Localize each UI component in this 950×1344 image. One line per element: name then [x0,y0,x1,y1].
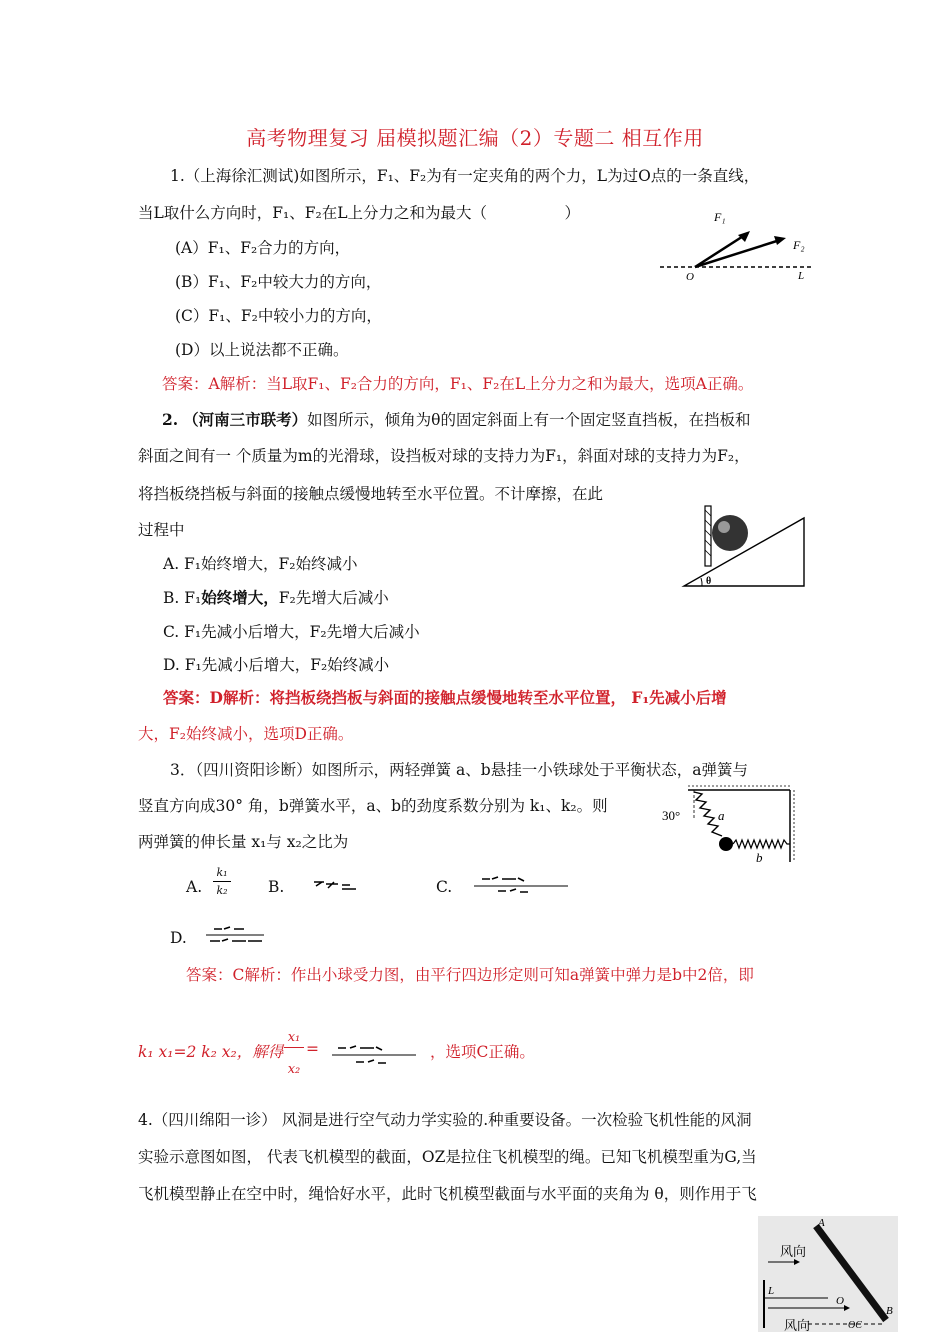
q2-stem-line3: 将挡板绕挡板与斜面的接触点缓慢地转至水平位置。不计摩擦，在此 [138,485,604,503]
q3-stem-line2: 竖直方向成30° 角，b弹簧水平，a、b的劲度系数分别为 k₁、k₂。则 [138,797,608,815]
q3-option-a-label: A. [186,878,203,896]
q2-option-c: C. F₁先减小后增大，F₂先增大后减小 [163,623,420,641]
q4-stem-line2: 实验示意图如图， 代表飞机模型的截面，OZ是拉住飞机模型的绳。已知飞机模型重为G,当 [138,1148,757,1166]
q4-stem-line1: 4.（四川绵阳一诊） 风洞是进行空气动力学实验的.种重要设备。一次检验飞机性能的风洞 [138,1111,752,1129]
q1-stem-line2: 当L取什么方向时，F₁、F₂在L上分力之和为最大（ ） [138,204,581,222]
point-o-label: O [836,1295,844,1307]
q3-answer-formula-image [330,1040,420,1070]
q2-answer-line1: 答案：D解析：将挡板绕挡板与斜面的接触点缓慢地转至水平位置， F₁先减小后增 [163,688,727,707]
o-label: O [686,271,694,280]
q2-option-b: B. F₁始终增大，F₂先增大后减小 [163,588,389,607]
q2-option-a: A. F₁始终增大，F₂始终减小 [163,555,358,573]
f2-label: F₂ [793,238,805,252]
q4-wind-tunnel-diagram [758,1216,898,1332]
q3-option-b-formula-image [312,878,362,892]
spring-a-label: a [718,808,725,823]
q3-answer-line1: 答案：C解析：作出小球受力图，由平行四边形定则可知a弹簧中弹力是b中2倍，即 [186,966,754,984]
q1-answer: 答案：A解析：当L取F₁、F₂合力的方向，F₁、F₂在L上分力之和为最大，选项A正确。 [162,375,754,393]
q1-force-diagram [650,205,820,280]
q3-option-b-label: B. [268,878,285,896]
point-a-label: A [818,1217,825,1229]
q2-source: （河南三市联考） [183,410,308,429]
point-oc-label: OC [848,1320,862,1331]
q3-answer-line2a: k₁ x₁=2 k₂ x₂，解得 [138,1043,284,1061]
q1-option-b: (B）F₁、F₂中较大力的方向， [175,273,382,291]
q1-option-c: (C）F₁、F₂中较小力的方向， [175,307,382,325]
q1-option-d: (D）以上说法都不正确。 [175,341,349,359]
point-b-label: B [886,1305,893,1317]
q1-stem-line1: 1.（上海徐汇测试)如图所示，F₁、F₂为有一定夹角的两个力，L为过O点的一条直线， [170,167,760,185]
q2-stem-line4: 过程中 [138,521,185,539]
q3-option-c-formula-image [472,874,572,896]
q3-answer-equals: = [306,1040,319,1058]
q3-answer-fraction: x₁ x₂ [284,1030,304,1077]
q1-option-a: (A）F₁、F₂合力的方向， [175,239,351,257]
q3-answer-line2b: ，选项C正确。 [430,1043,535,1061]
q2-stem-line2: 斜面之间有一 个质量为m的光滑球，设挡板对球的支持力为F₁，斜面对球的支持力为F₂， [138,447,750,465]
spring-b-label: b [756,850,763,865]
q2-stem-line1: 如图所示，倾角为θ的固定斜面上有一个固定竖直挡板，在挡板和 [307,411,751,429]
theta-label: θ [706,576,712,587]
q3-option-a-fraction: k₁ k₂ [213,866,231,897]
f1-label: F₁ [714,210,726,224]
l-label: L [798,270,805,280]
page-title: 高考物理复习 届模拟题汇编（2）专题二 相互作用 [246,126,704,150]
q2-number: 2. [162,410,179,429]
q2-answer-line2: 大，F₂始终减小，选项D正确。 [138,725,354,743]
q3-option-d-formula-image [204,924,268,946]
q3-option-c-label: C. [436,878,453,896]
angle-label: 30° [662,808,681,823]
q2-option-d: D. F₁先减小后增大，F₂始终减小 [163,656,390,674]
q3-stem-line1: 3．（四川资阳诊断）如图所示，两轻弹簧 a、b悬挂一小铁球处于平衡状态，a弹簧与 [170,761,748,779]
q4-stem-line3: 飞机模型静止在空中时，绳恰好水平，此时飞机模型截面与水平面的夹角为 θ，则作用于飞 [138,1185,757,1203]
q3-spring-diagram [660,784,800,866]
q3-option-d-label: D. [170,929,187,947]
wind-direction-label-bottom: 风向 [784,1318,811,1332]
q2-incline-diagram [680,500,808,590]
q3-stem-line3: 两弹簧的伸长量 x₁与 x₂之比为 [138,833,349,851]
wind-direction-label-top: 风向 [780,1244,807,1259]
point-l-label: L [768,1285,775,1297]
